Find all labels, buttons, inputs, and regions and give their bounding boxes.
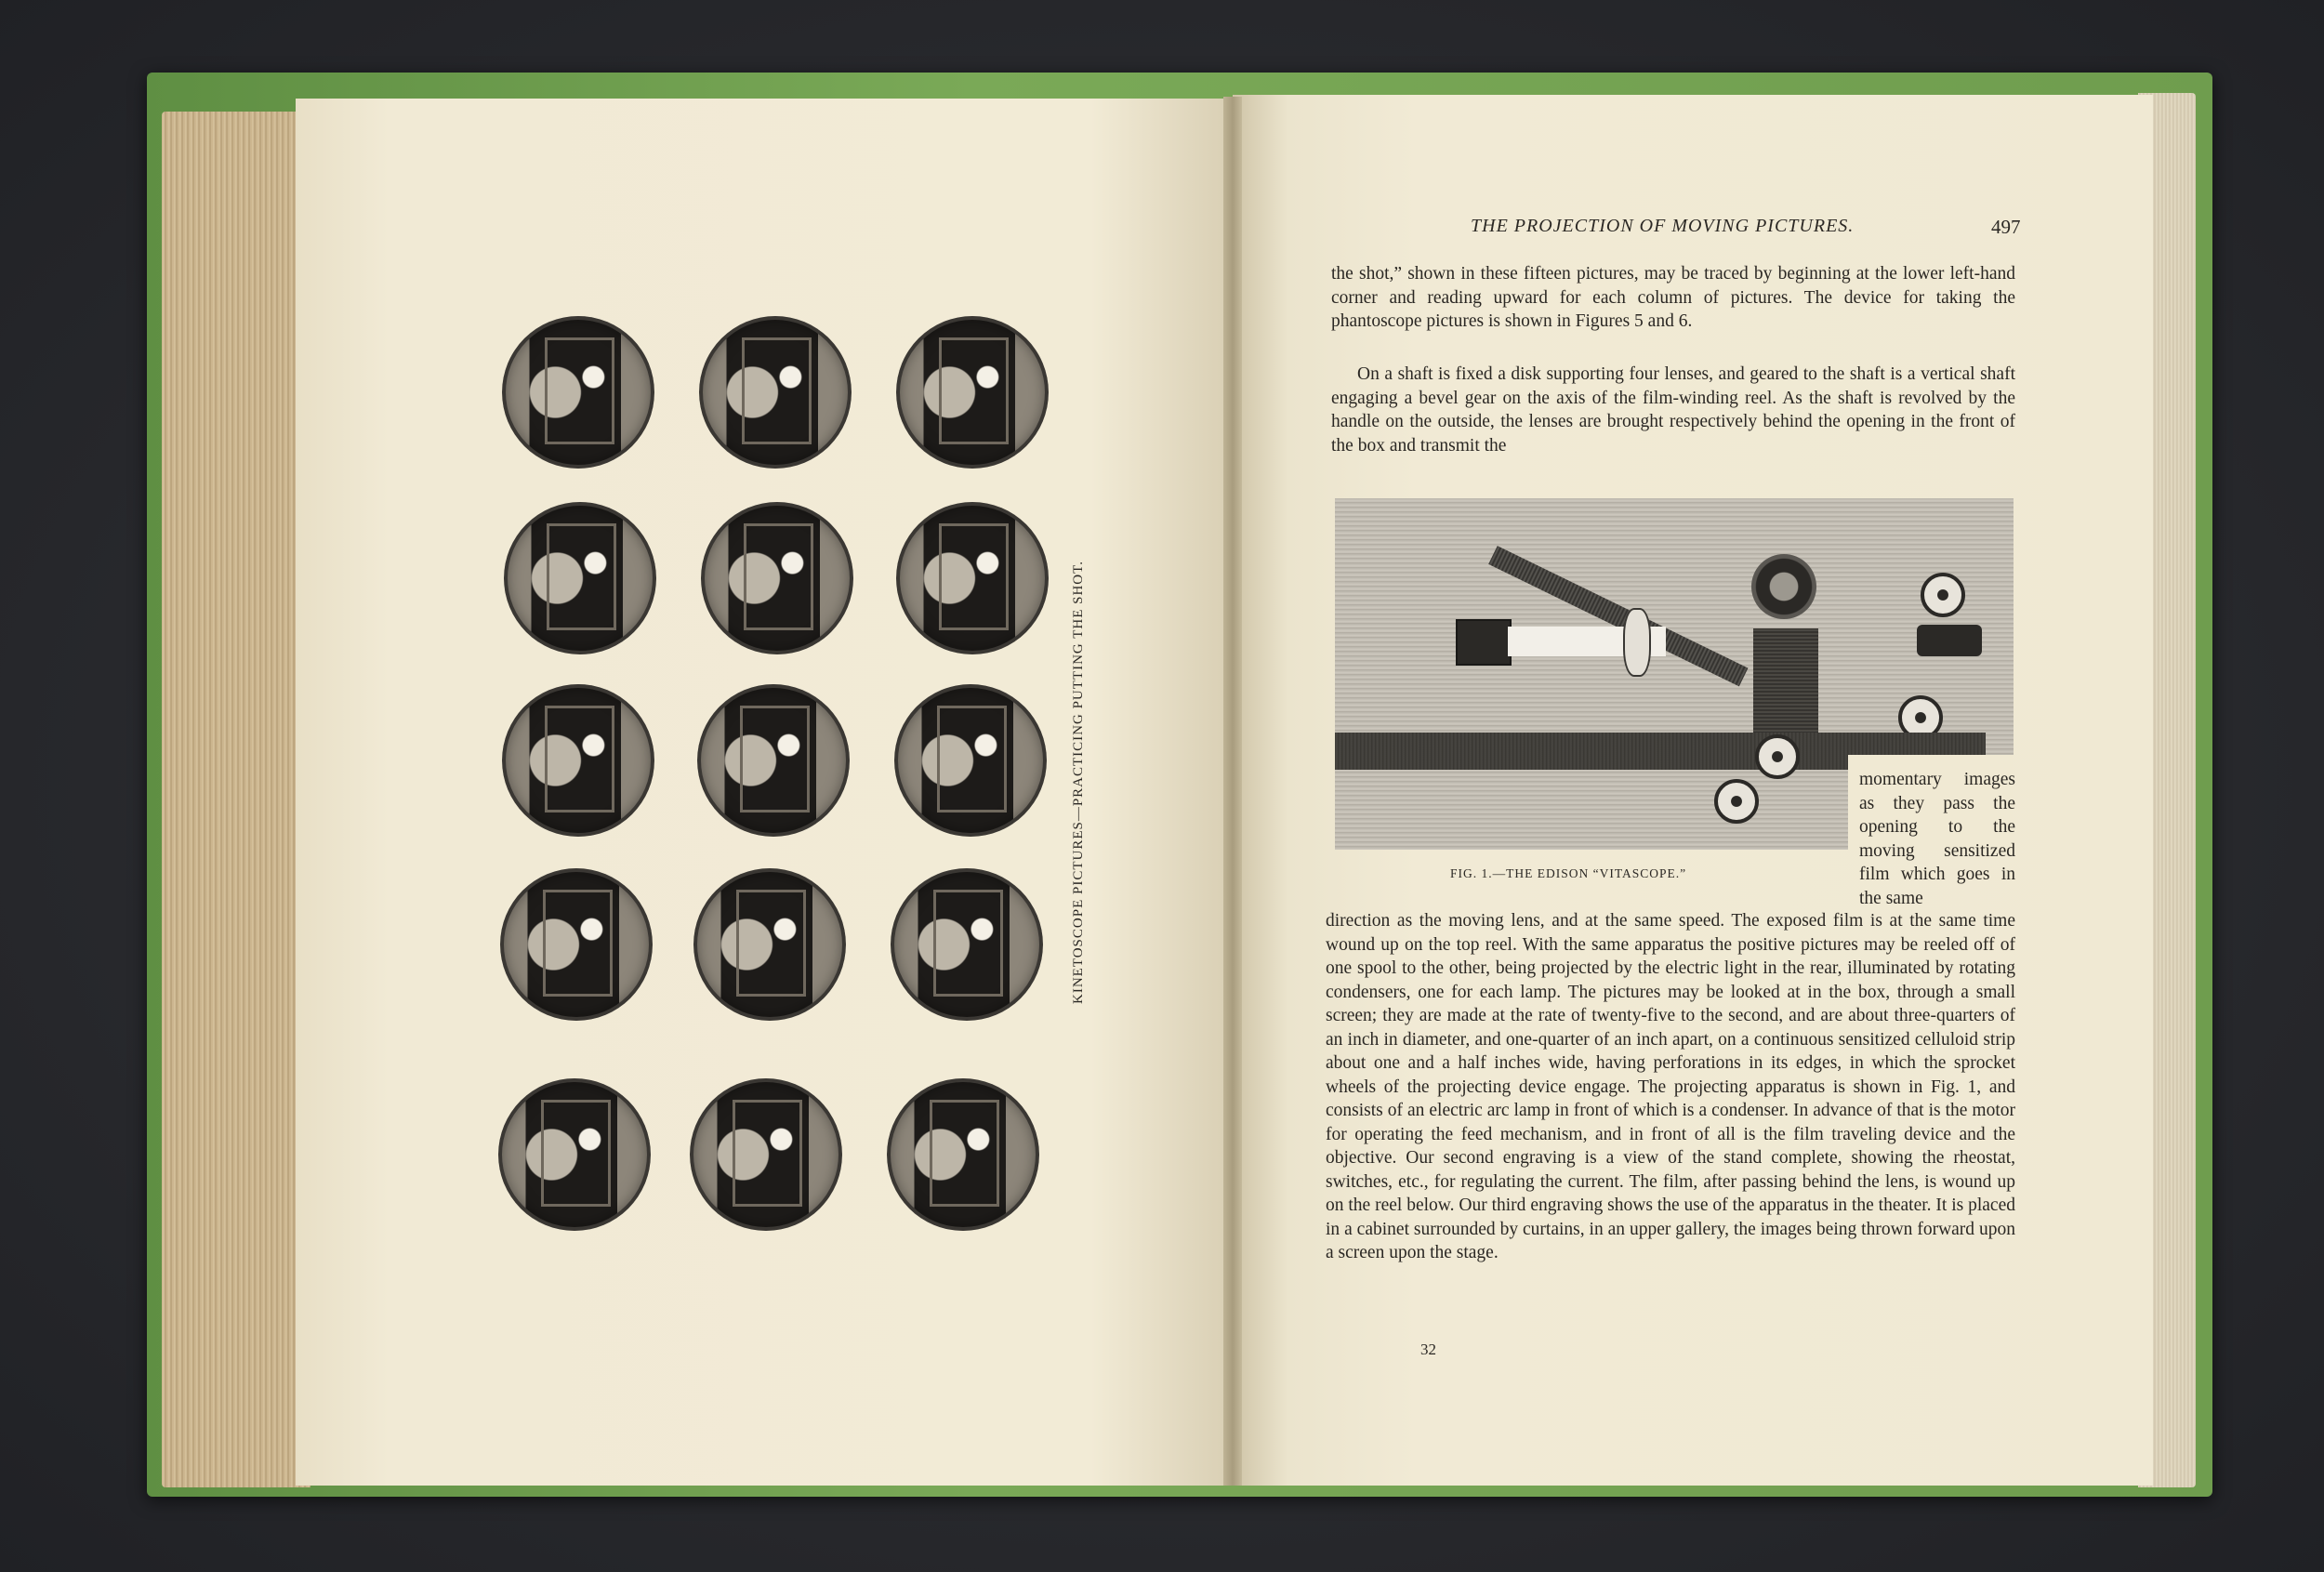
book-gutter <box>1223 97 1242 1486</box>
kinetoscope-frame <box>500 868 653 1021</box>
kinetoscope-frame <box>887 1078 1039 1231</box>
running-head: THE PROJECTION OF MOVING PICTURES. <box>1471 216 1855 236</box>
kinetoscope-frame <box>896 502 1049 654</box>
kinetoscope-photo-grid <box>493 316 1069 1236</box>
paragraph-4: direction as the moving lens, and at the same speed. The exposed film is at the same time wound up on the top reel. With the same apparatus the positive pictures may be reeled off of one spool to the other, being projected by the electric light in the rear, illuminated by rotating condensers, one for each lamp. The pictures may be looked at in the box, through a small screen; they are made at the rate of twenty-five to the second, and are about three-quarters of an inch in diameter, and one-quarter of an inch apart, on a continuous sensitized celluloid strip about one and a half inches wide, having perforations in its edges, in which the sprocket wheels of the projecting device engage. The projecting apparatus is shown in Fig. 1, and consists of an electric arc lamp in front of which is a condenser. In advance of that is the motor for operating the feed mechanism, and in front of all is the film traveling device and the objective. Our second engraving is a view of the stand complete, showing the rheostat, switches, etc., for regulating the current. The film, after passing behind the lens, is wound up on the reel below. Our third engraving shows the use of the apparatus in the theater. It is placed in a cabinet surrounded by curtains, in an upper gallery, the images being thrown forward upon a screen upon the stage. <box>1326 911 2015 1262</box>
paragraph-3: momentary images as they pass the opening to the moving sensitized film which goes in the same <box>1859 770 2015 908</box>
kinetoscope-frame <box>502 684 654 837</box>
engraving-lens <box>1623 608 1651 677</box>
paragraph-2: On a shaft is fixed a disk supporting four lenses, and geared to the shaft is a vertical shaft engaging a bevel gear on the axis of the film-winding reel. As the shaft is revolved by the handle on the outside, the lenses are brought respectively behind the opening in the front of the box and transmit the <box>1331 364 2015 456</box>
kinetoscope-frame <box>697 684 850 837</box>
engraving-column <box>1753 628 1818 738</box>
kinetoscope-frame <box>699 316 852 469</box>
paragraph-1: the shot,” shown in these fifteen pictures, may be traced by beginning at the lower left-hand corner and reading upward for each column of pictures. The device for taking the phantoscope pictures is shown in Figures 5 and 6. <box>1331 264 2015 331</box>
left-page-caption: KINETOSCOPE PICTURES—PRACTICING PUTTING THE SHOT. <box>1071 561 1086 1004</box>
kinetoscope-frame <box>693 868 846 1021</box>
engraving-reel-top <box>1921 573 1965 617</box>
engraving-sprocket <box>1755 734 1800 779</box>
signature-mark: 32 <box>1420 1341 1436 1358</box>
left-page-edges <box>162 112 310 1487</box>
kinetoscope-frame <box>894 684 1047 837</box>
kinetoscope-frame <box>701 502 853 654</box>
page-number: 497 <box>1991 216 2021 238</box>
kinetoscope-frame <box>896 316 1049 469</box>
figure-caption: FIG. 1.—THE EDISON “VITASCOPE.” <box>1450 866 1687 880</box>
engraving-lamp <box>1917 625 1982 656</box>
kinetoscope-frame <box>502 316 654 469</box>
kinetoscope-frame <box>690 1078 842 1231</box>
engraving-handle-wheel <box>1714 779 1759 824</box>
kinetoscope-frame <box>498 1078 651 1231</box>
kinetoscope-frame <box>504 502 656 654</box>
engraving-arm <box>1488 546 1748 686</box>
engraving-motor <box>1751 554 1816 619</box>
engraving-film-box <box>1456 619 1512 666</box>
kinetoscope-frame <box>891 868 1043 1021</box>
